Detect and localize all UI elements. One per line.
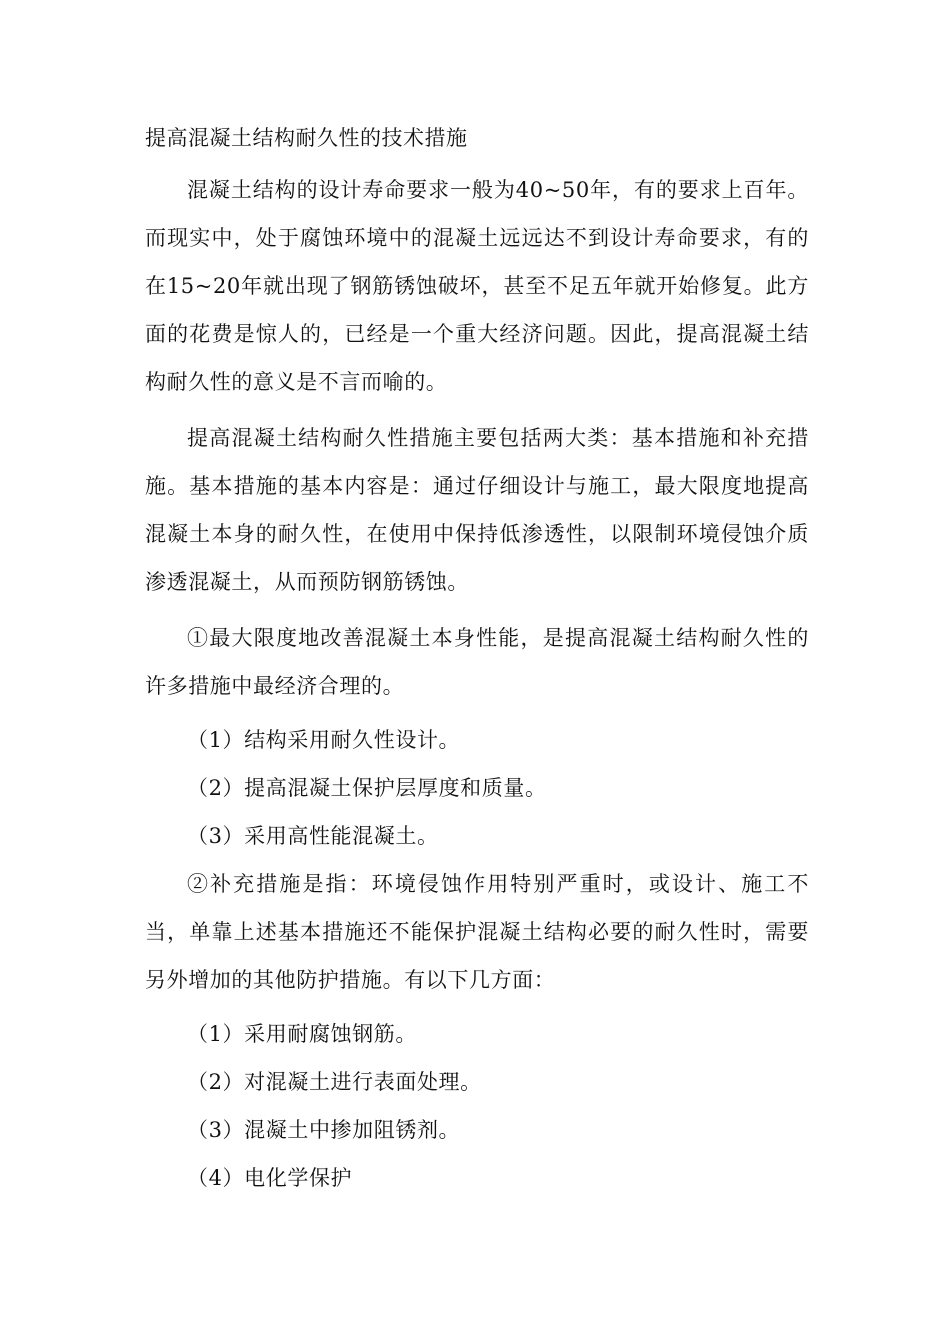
list-item: （1）采用耐腐蚀钢筋。 [187,1022,417,1046]
paragraph-basic-measures: ①最大限度地改善混凝土本身性能，是提高混凝土结构耐久性的许多措施中最经济合理的。 [145,626,809,698]
paragraph-measure-categories: 提高混凝土结构耐久性措施主要包括两大类：基本措施和补充措施。基本措施的基本内容是：通过仔细设计与施工，最大限度地提高混凝土本身的耐久性，在使用中保持低渗透性，以限制环境侵蚀介质渗透混凝土，从而预防钢筋锈蚀。 [145,426,809,594]
paragraph-design-life: 混凝土结构的设计寿命要求一般为40~50年，有的要求上百年。而现实中，处于腐蚀环境中的混凝土远远达不到设计寿命要求，有的在15~20年就出现了钢筋锈蚀破坏，甚至不足五年就开始修复。此方面的花费是惊人的，已经是一个重大经济问题。因此，提高混凝土结构耐久性的意义是不言而喻的。 [145,178,809,394]
list-item: （4）电化学保护 [187,1166,353,1190]
list-item: （1）结构采用耐久性设计。 [187,728,461,752]
document-body [145,118,809,1202]
document-title: 提高混凝土结构耐久性的技术措施 [145,126,468,150]
paragraph-supplement-measures: ②补充措施是指：环境侵蚀作用特别严重时，或设计、施工不当，单靠上述基本措施还不能保护混凝土结构必要的耐久性时，需要另外增加的其他防护措施。有以下几方面： [145,872,809,992]
list-item: （2）提高混凝土保护层厚度和质量。 [187,776,547,800]
basic-measures-list [145,716,809,860]
list-item: （3）采用高性能混凝土。 [187,824,439,848]
list-item: （3）混凝土中掺加阻锈剂。 [187,1118,461,1142]
supplement-measures-list [145,1010,809,1202]
list-item: （2）对混凝土进行表面处理。 [187,1070,482,1094]
